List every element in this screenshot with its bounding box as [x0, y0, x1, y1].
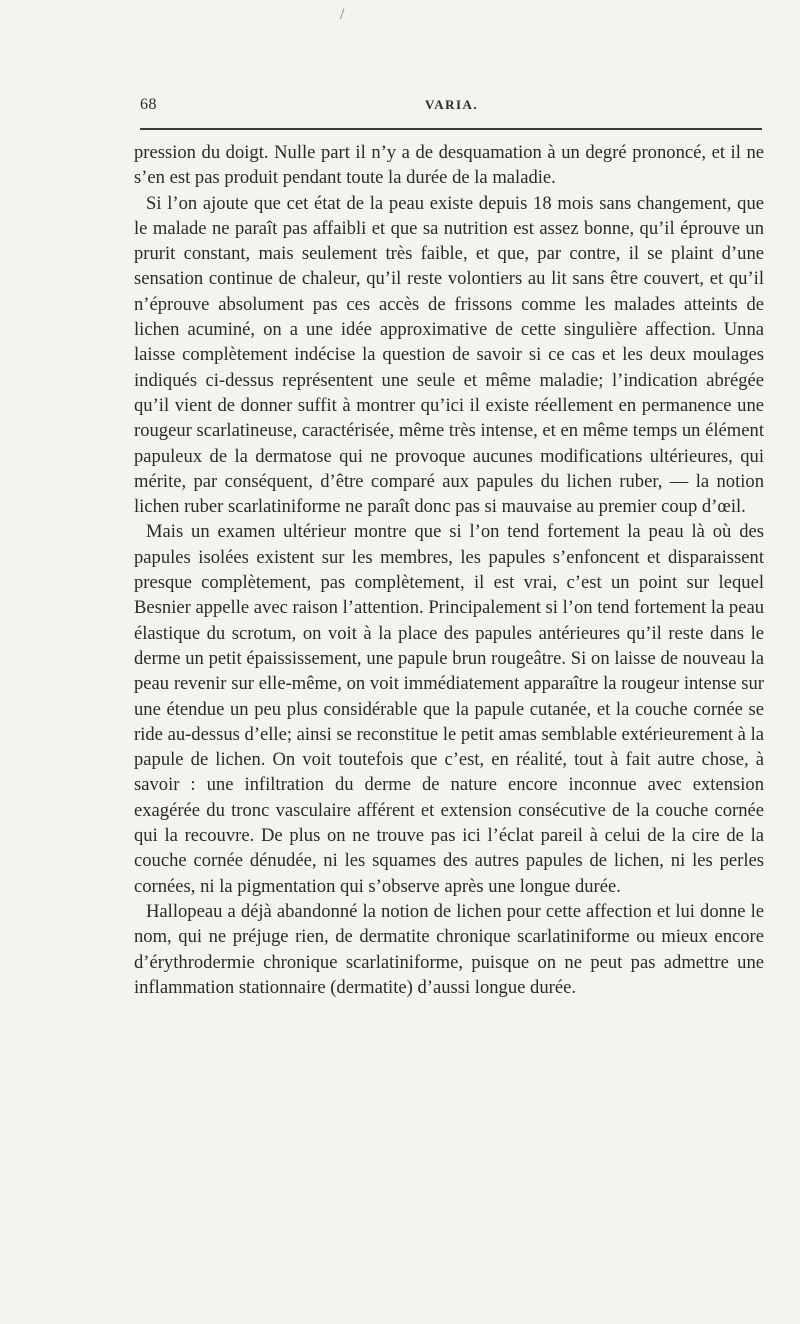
header-rule [140, 128, 762, 130]
paragraph-3: Mais un examen ultérieur montre que si l’on tend fortement la peau là où des papules isolées existent sur les membres, les papules s’enfoncent et disparaissent presque complètement, pas complètement, il est vrai, c’est un point sur lequel Besnier appelle avec raison l’attention. Principalement si l’on tend fortement la peau élastique du scrotum, on voit à la place des papules antérieures qu’il reste dans le derme un petit épaississement, une papule brun rougeâtre. Si on laisse de nouveau la peau revenir sur elle-même, on voit immédiatement apparaître la rougeur intense sur une étendue un peu plus considérable que la papule cutanée, et la couche cornée se ride au-dessus d’elle; ainsi se reconstitue le petit amas semblable extérieurement à la papule de lichen. On voit toutefois que c’est, en réalité, tout à fait autre chose, à savoir : une infiltration du derme de nature encore inconnue avec extension exagérée du tronc vasculaire afférent et extension consécutive de la couche cornée qui la recouvre. De plus on ne trouve pas ici l’éclat pareil à celui de la cire de la couche cornée dénudée, ni les squames des autres papules de lichen, ni les perles cornées, ni la pigmentation qui s’observe après une longue durée. [134, 521, 764, 897]
stray-pen-mark: / [340, 6, 345, 23]
paragraph-4: Hallopeau a déjà abandonné la notion de lichen pour cette affection et lui donne le nom, qui ne préjuge rien, de dermatite chronique scarlatiniforme ou mieux encore d’érythrodermie chronique scarlatiniforme, puisque on ne peut pas admettre une inflammation stationnaire (dermatite) d’aussi longue durée. [134, 900, 764, 998]
page-number: 68 [140, 96, 157, 113]
running-title: VARIA. [425, 97, 479, 112]
body-text [134, 140, 764, 1000]
running-header [140, 96, 762, 118]
paragraph-2: Si l’on ajoute que cet état de la peau existe depuis 18 mois sans changement, que le malade ne paraît pas affaibli et que sa nutrition est assez bonne, qu’il éprouve un prurit constant, mais seulement très faible, et que, par contre, il se plaint d’une sensation continue de chaleur, qu’il reste volontiers au lit sans être couvert, et qu’il n’éprouve absolument pas ces accès de frissons comme les malades atteints de lichen acuminé, on a une idée approximative de cette singulière affection. Unna laisse complètement indécise la question de savoir si ce cas et les deux moulages indiqués ci-dessus représentent une seule et même maladie; l’indication abrégée qu’il vient de donner suffit à montrer qu’ici il existe réellement en permanence une rougeur scarlatineuse, caractérisée, même très intense, et en même temps un élément papuleux de la dermatose qui ne provoque aucunes modifications ultérieures, qui mérite, par conséquent, d’être comparé aux papules du lichen ruber, — la notion lichen ruber scarlatiniforme ne paraît donc pas si mauvaise au premier coup d’œil. [134, 192, 764, 518]
paragraph-1: pression du doigt. Nulle part il n’y a de desquamation à un degré prononcé, et il ne s’en est pas produit pendant toute la durée de la maladie. [134, 142, 764, 189]
